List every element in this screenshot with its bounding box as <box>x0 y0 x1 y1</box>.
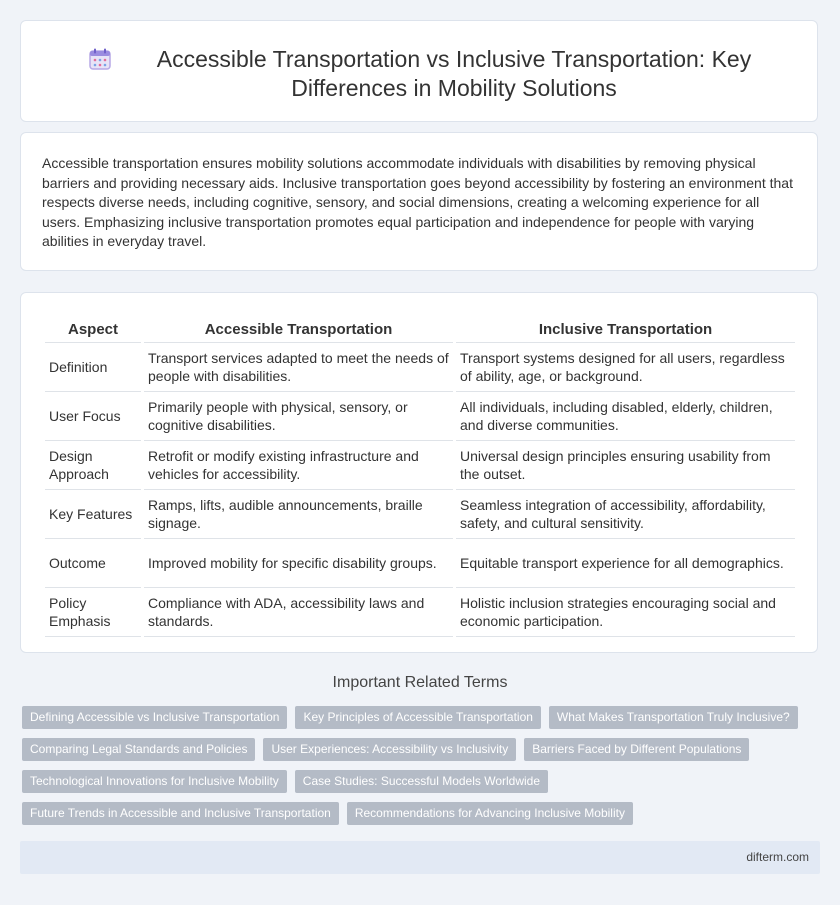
related-term-link[interactable]: Key Principles of Accessible Transportation <box>295 706 540 729</box>
related-term-link[interactable]: Technological Innovations for Inclusive Mobility <box>22 770 287 793</box>
aspect-cell: Definition <box>45 343 141 392</box>
inclusive-cell: Equitable transport experience for all demographics. <box>456 539 795 588</box>
aspect-cell: Policy Emphasis <box>45 588 141 637</box>
related-term-link[interactable]: What Makes Transportation Truly Inclusive? <box>549 706 798 729</box>
title-card <box>20 20 818 122</box>
header-accessible: Accessible Transportation <box>144 313 453 343</box>
related-term-link[interactable]: Recommendations for Advancing Inclusive Mobility <box>347 802 633 825</box>
comparison-table <box>42 313 798 637</box>
comparison-card <box>20 292 818 653</box>
inclusive-cell: Universal design principles ensuring usability from the outset. <box>456 441 795 490</box>
aspect-cell: Outcome <box>45 539 141 588</box>
table-row <box>45 392 795 441</box>
page-title: Accessible Transportation vs Inclusive Transportation: Key Differences in Mobility Solutions <box>156 46 752 101</box>
table-row <box>45 539 795 588</box>
accessible-cell: Compliance with ADA, accessibility laws and standards. <box>144 588 453 637</box>
aspect-cell: Design Approach <box>45 441 141 490</box>
accessible-cell: Retrofit or modify existing infrastructure and vehicles for accessibility. <box>144 441 453 490</box>
aspect-cell: User Focus <box>45 392 141 441</box>
accessible-cell: Transport services adapted to meet the needs of people with disabilities. <box>144 343 453 392</box>
footer <box>20 841 820 874</box>
calendar-icon <box>89 48 111 70</box>
inclusive-cell: Transport systems designed for all users, regardless of ability, age, or background. <box>456 343 795 392</box>
header-inclusive: Inclusive Transportation <box>456 313 795 343</box>
accessible-cell: Primarily people with physical, sensory, or cognitive disabilities. <box>144 392 453 441</box>
accessible-cell: Ramps, lifts, audible announcements, braille signage. <box>144 490 453 539</box>
related-term-link[interactable]: Defining Accessible vs Inclusive Transportation <box>22 706 287 729</box>
table-row <box>45 588 795 637</box>
inclusive-cell: Seamless integration of accessibility, affordability, safety, and cultural sensitivity. <box>456 490 795 539</box>
table-row <box>45 441 795 490</box>
inclusive-cell: All individuals, including disabled, elderly, children, and diverse communities. <box>456 392 795 441</box>
intro-paragraph: Accessible transportation ensures mobility solutions accommodate individuals with disabilities by removing physical barriers and providing necessary aids. Inclusive transportation goes beyond accessibility by fostering an environment that respects diverse needs, including cognitive, sensory, and social dimensions, creating a welcoming experience for all users. Emphasizing inclusive transportation promotes equal participation and independence for people with varying abilities in everyday travel. <box>42 155 793 250</box>
related-term-link[interactable]: Future Trends in Accessible and Inclusive Transportation <box>22 802 339 825</box>
related-term-link[interactable]: Case Studies: Successful Models Worldwide <box>295 770 548 793</box>
table-row <box>45 490 795 539</box>
related-term-link[interactable]: User Experiences: Accessibility vs Inclusivity <box>263 738 516 761</box>
inclusive-cell: Holistic inclusion strategies encouraging social and economic participation. <box>456 588 795 637</box>
related-terms-list <box>22 706 822 825</box>
header-aspect: Aspect <box>45 313 141 343</box>
aspect-cell: Key Features <box>45 490 141 539</box>
table-row <box>45 343 795 392</box>
related-term-link[interactable]: Comparing Legal Standards and Policies <box>22 738 255 761</box>
table-header-row <box>45 313 795 343</box>
footer-site-link[interactable]: difterm.com <box>746 850 809 864</box>
related-terms-heading: Important Related Terms <box>332 674 508 691</box>
related-term-link[interactable]: Barriers Faced by Different Populations <box>524 738 749 761</box>
accessible-cell: Improved mobility for specific disability groups. <box>144 539 453 588</box>
intro-card <box>20 132 818 271</box>
